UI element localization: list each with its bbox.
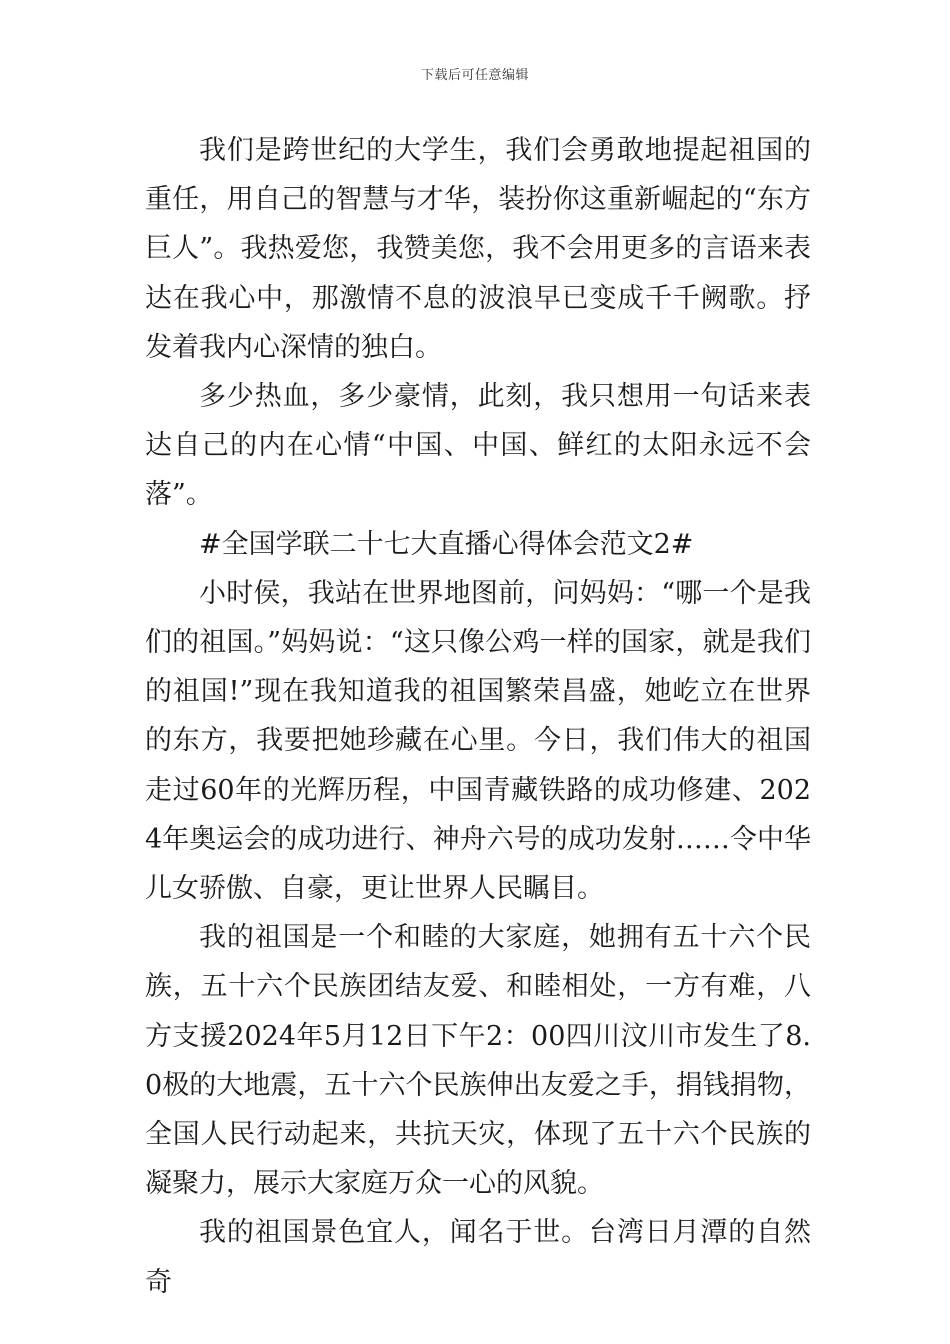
paragraph-2: 多少热血，多少豪情，此刻，我只想用一句话来表达自己的内在心情“中国、中国、鲜红的太阳永远不会落”。 bbox=[145, 381, 811, 511]
paragraph-1: 我们是跨世纪的大学生，我们会勇敢地提起祖国的重任，用自己的智慧与才华，装扮你这重新崛起的“东方巨人”。我热爱您，我赞美您，我不会用更多的言语来表达在我心中，那激情不息的波浪早已变成千千阙歌。抒发着我内心深情的独白。 bbox=[145, 135, 811, 363]
section-heading: #全国学联二十七大直播心得体会范文2# bbox=[199, 528, 694, 560]
paragraph-4: 我的祖国是一个和睦的大家庭，她拥有五十六个民族，五十六个民族团结友爱、和睦相处，一方有难，八方支援2024年5月12日下午2：00四川汶川市发生了8.0极的大地震，五十六个民族伸出友爱之手，捐钱捐物，全国人民行动起来，共抗天灾，体现了五十六个民族的凝聚力，展示大家庭万众一心的风貌。 bbox=[145, 922, 811, 1200]
page-header: 下载后可任意编辑 bbox=[420, 68, 529, 83]
paragraph-5: 我的祖国景色宜人，闻名于世。台湾日月潭的自然奇 bbox=[145, 1217, 811, 1298]
paragraph-3: 小时侯，我站在世界地图前，问妈妈：“哪一个是我们的祖国。”妈妈说：“这只像公鸡一样的国家，就是我们的祖国!”现在我知道我的祖国繁荣昌盛，她屹立在世界的东方，我要把她珍藏在心里。今日，我们伟大的祖国走过60年的光辉历程，中国青藏铁路的成功修建、2024年奥运会的成功进行、神舟六号的成功发射……令中华儿女骄傲、自豪，更让世界人民瞩目。 bbox=[145, 577, 811, 905]
document-body bbox=[145, 126, 811, 1307]
